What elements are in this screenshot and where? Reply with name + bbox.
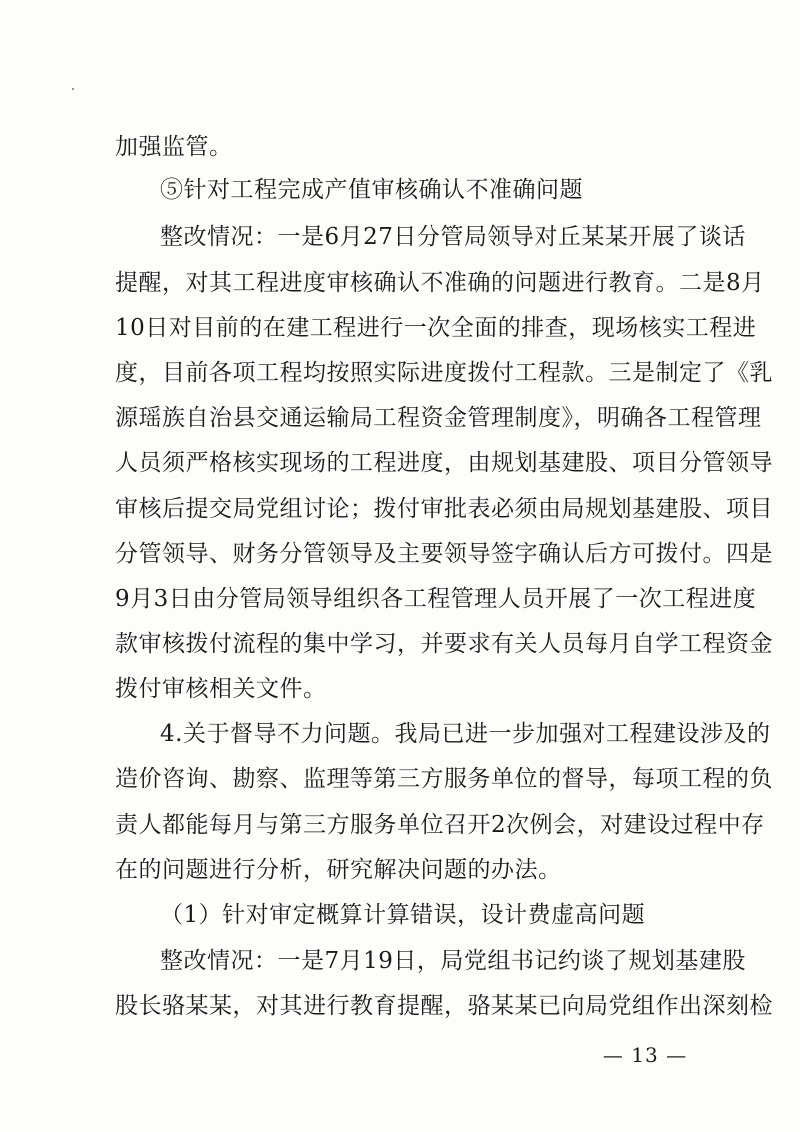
- text-line: ⑤针对工程完成产值审核确认不准确问题: [160, 177, 583, 203]
- text-line: 分管领导、财务分管领导及主要领导签字确认后方可拨付。四是: [115, 541, 773, 567]
- text-line: 提醒，对其工程进度审核确认不准确的问题进行教育。二是8月: [115, 270, 765, 296]
- text-line: 度，目前各项工程均按照实际进度拨付工程款。三是制定了《乳: [115, 360, 773, 386]
- text-line: 9月3日由分管局领导组织各工程管理人员开展了一次工程进度: [115, 586, 757, 612]
- text-line: 整改情况：一是6月27日分管局领导对丘某某开展了谈话: [160, 224, 746, 250]
- text-line: 造价咨询、勘察、监理等第三方服务单位的督导，每项工程的负: [115, 766, 773, 792]
- text-line: 审核后提交局党组讨论；拨付审批表必须由局规划基建股、项目: [115, 496, 773, 522]
- text-line: 款审核拨付流程的集中学习，并要求有关人员每月自学工程资金: [115, 631, 773, 657]
- text-line: 责人都能每月与第三方服务单位召开2次例会，对建设过程中存: [115, 812, 765, 838]
- text-line: 拨付审核相关文件。: [115, 676, 327, 702]
- text-line: （1）针对审定概算计算错误，设计费虚高问题: [160, 902, 646, 928]
- scan-speck: [72, 88, 74, 90]
- text-line: 股长骆某某，对其进行教育提醒，骆某某已向局党组作出深刻检: [115, 993, 773, 1019]
- text-line: 源瑶族自治县交通运输局工程资金管理制度》，明确各工程管理: [115, 405, 762, 431]
- text-line: 人员须严格核实现场的工程进度，由规划基建股、项目分管领导: [115, 450, 773, 476]
- text-line: 4.关于督导不力问题。我局已进一步加强对工程建设涉及的: [160, 721, 771, 747]
- text-line: 整改情况：一是7月19日，局党组书记约谈了规划基建股: [160, 948, 746, 974]
- page-number: — 13 —: [602, 1043, 688, 1067]
- text-line: 10日对目前的在建工程进行一次全面的排查，现场核实工程进: [115, 315, 757, 341]
- text-line: 在的问题进行分析，研究解决问题的办法。: [115, 857, 562, 883]
- text-line: 加强监管。: [115, 134, 233, 160]
